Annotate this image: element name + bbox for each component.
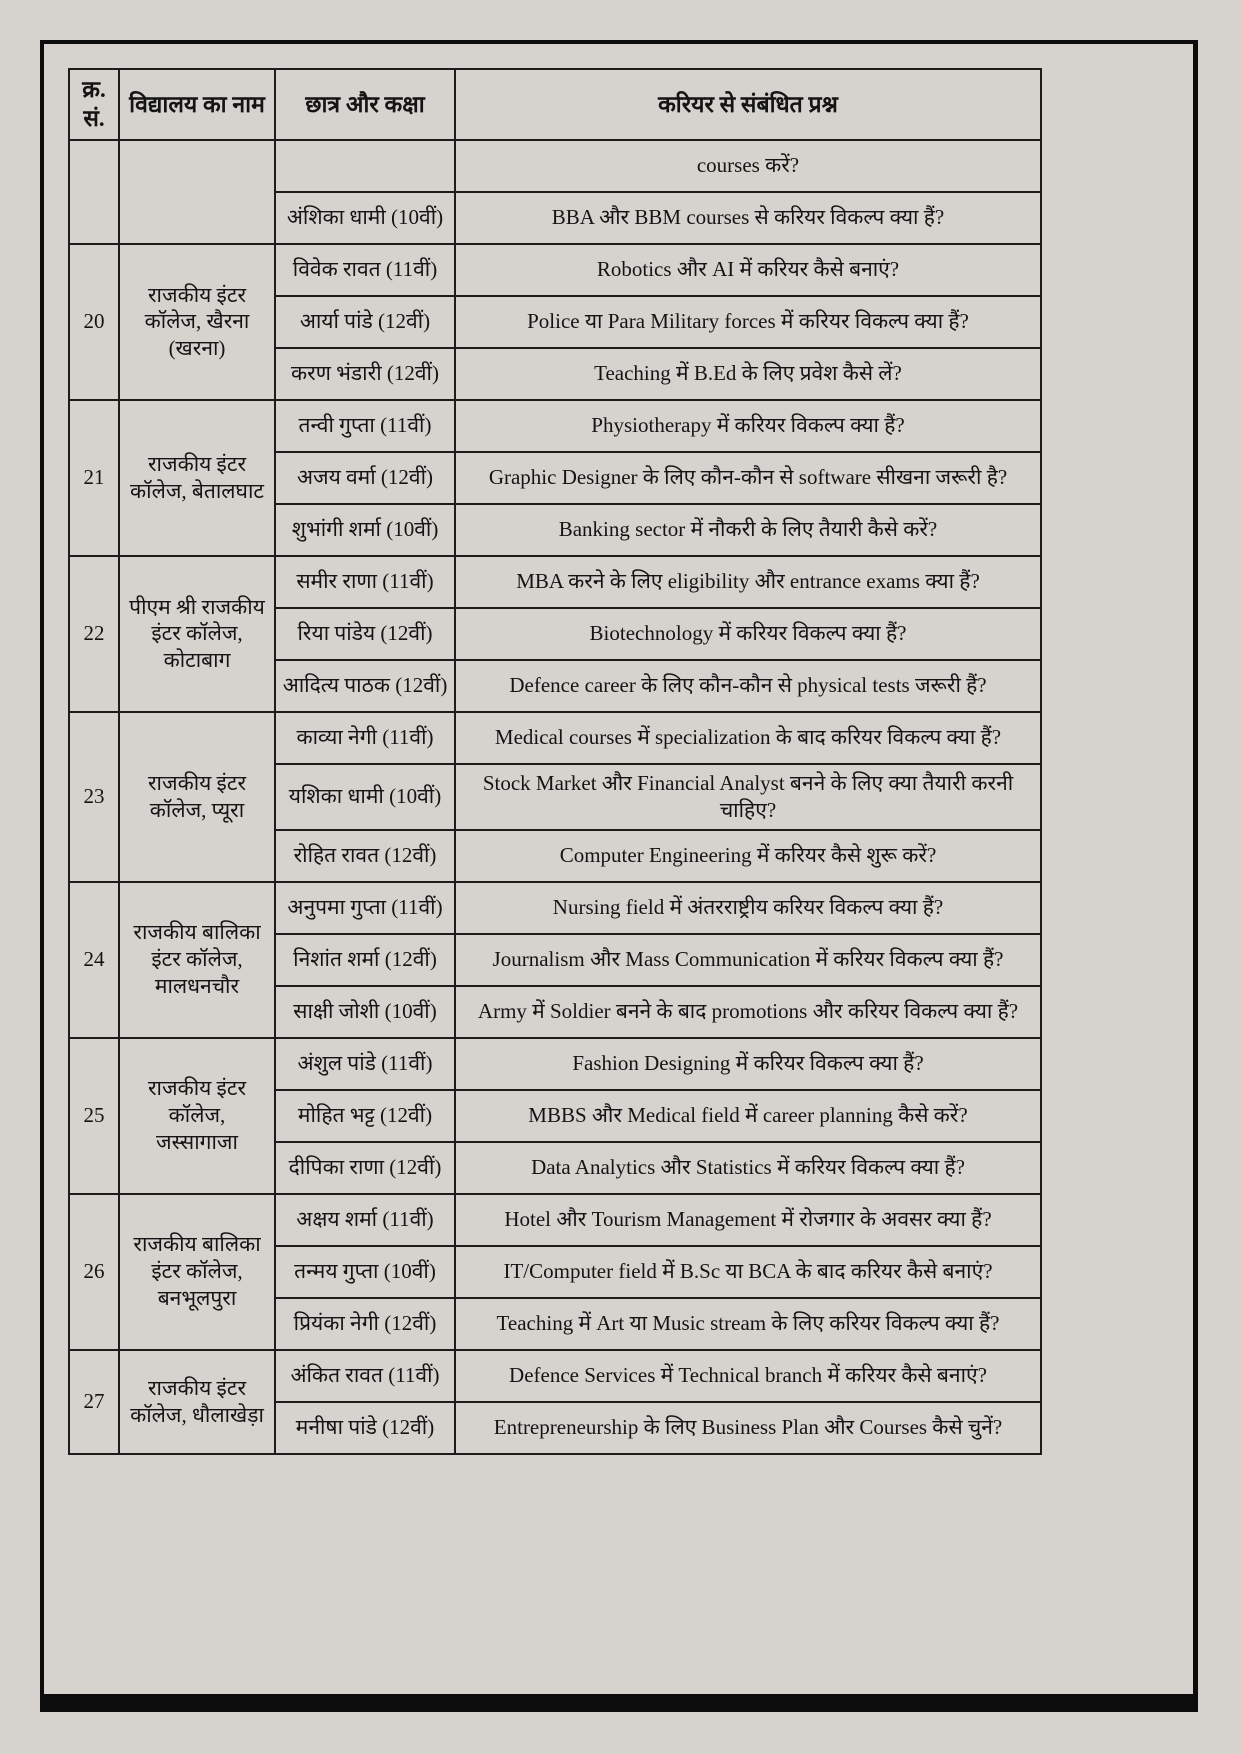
column-header-question: करियर से संबंधित प्रश्न — [455, 69, 1041, 140]
question-cell: Computer Engineering में करियर कैसे शुरू करें? — [455, 830, 1041, 882]
school-cell: राजकीय इंटर कॉलेज, बेतालघाट — [119, 400, 275, 556]
question-cell: Hotel और Tourism Management में रोजगार के अवसर क्या हैं? — [455, 1194, 1041, 1246]
school-cell: राजकीय इंटर कॉलेज, खैरना (खरना) — [119, 244, 275, 400]
student-cell: यशिका धामी (10वीं) — [275, 764, 455, 830]
student-cell: मोहित भट्ट (12वीं) — [275, 1090, 455, 1142]
student-cell: काव्या नेगी (11वीं) — [275, 712, 455, 764]
school-cell: राजकीय इंटर कॉलेज, धौलाखेड़ा — [119, 1350, 275, 1454]
question-cell: Nursing field में अंतरराष्ट्रीय करियर विकल्प क्या हैं? — [455, 882, 1041, 934]
student-cell: शुभांगी शर्मा (10वीं) — [275, 504, 455, 556]
career-questions-table — [68, 68, 1042, 1455]
table-header — [69, 69, 1041, 140]
serial-cell: 26 — [69, 1194, 119, 1350]
serial-cell — [69, 140, 119, 244]
question-cell: Medical courses में specialization के बाद करियर विकल्प क्या हैं? — [455, 712, 1041, 764]
student-cell: समीर राणा (11वीं) — [275, 556, 455, 608]
question-cell: Banking sector में नौकरी के लिए तैयारी कैसे करें? — [455, 504, 1041, 556]
table-row — [69, 712, 1041, 764]
student-cell: विवेक रावत (11वीं) — [275, 244, 455, 296]
question-cell: courses करें? — [455, 140, 1041, 192]
student-cell: अंशिका धामी (10वीं) — [275, 192, 455, 244]
student-cell: तन्मय गुप्ता (10वीं) — [275, 1246, 455, 1298]
header-row — [69, 69, 1041, 140]
question-cell: IT/Computer field में B.Sc या BCA के बाद करियर कैसे बनाएं? — [455, 1246, 1041, 1298]
student-cell: रोहित रावत (12वीं) — [275, 830, 455, 882]
question-cell: Defence Services में Technical branch में करियर कैसे बनाएं? — [455, 1350, 1041, 1402]
student-cell — [275, 140, 455, 192]
question-cell: Fashion Designing में करियर विकल्प क्या हैं? — [455, 1038, 1041, 1090]
student-cell: करण भंडारी (12वीं) — [275, 348, 455, 400]
question-cell: Journalism और Mass Communication में करियर विकल्प क्या हैं? — [455, 934, 1041, 986]
student-cell: अनुपमा गुप्ता (11वीं) — [275, 882, 455, 934]
school-cell: राजकीय इंटर कॉलेज, जस्सागाजा — [119, 1038, 275, 1194]
school-cell — [119, 140, 275, 244]
column-header-serial: क्र.सं. — [69, 69, 119, 140]
student-cell: आर्या पांडे (12वीं) — [275, 296, 455, 348]
question-cell: Graphic Designer के लिए कौन-कौन से software सीखना जरूरी है? — [455, 452, 1041, 504]
student-cell: साक्षी जोशी (10वीं) — [275, 986, 455, 1038]
student-cell: अजय वर्मा (12वीं) — [275, 452, 455, 504]
question-cell: Robotics और AI में करियर कैसे बनाएं? — [455, 244, 1041, 296]
question-cell: BBA और BBM courses से करियर विकल्प क्या हैं? — [455, 192, 1041, 244]
serial-cell: 22 — [69, 556, 119, 712]
student-cell: तन्वी गुप्ता (11वीं) — [275, 400, 455, 452]
question-cell: MBBS और Medical field में career planning कैसे करें? — [455, 1090, 1041, 1142]
student-cell: प्रियंका नेगी (12वीं) — [275, 1298, 455, 1350]
column-header-school: विद्यालय का नाम — [119, 69, 275, 140]
student-cell: दीपिका राणा (12वीं) — [275, 1142, 455, 1194]
school-cell: राजकीय इंटर कॉलेज, प्यूरा — [119, 712, 275, 882]
question-cell: MBA करने के लिए eligibility और entrance exams क्या हैं? — [455, 556, 1041, 608]
serial-cell: 23 — [69, 712, 119, 882]
student-cell: अंकित रावत (11वीं) — [275, 1350, 455, 1402]
table-row — [69, 244, 1041, 296]
school-cell: पीएम श्री राजकीय इंटर कॉलेज, कोटाबाग — [119, 556, 275, 712]
column-header-student: छात्र और कक्षा — [275, 69, 455, 140]
table-row — [69, 556, 1041, 608]
student-cell: निशांत शर्मा (12वीं) — [275, 934, 455, 986]
table-body — [69, 140, 1041, 1454]
serial-cell: 21 — [69, 400, 119, 556]
question-cell: Physiotherapy में करियर विकल्प क्या हैं? — [455, 400, 1041, 452]
table-row — [69, 140, 1041, 192]
student-cell: मनीषा पांडे (12वीं) — [275, 1402, 455, 1454]
question-cell: Defence career के लिए कौन-कौन से physical tests जरूरी हैं? — [455, 660, 1041, 712]
question-cell: Teaching में B.Ed के लिए प्रवेश कैसे लें? — [455, 348, 1041, 400]
serial-cell: 27 — [69, 1350, 119, 1454]
student-cell: रिया पांडेय (12वीं) — [275, 608, 455, 660]
table-row — [69, 1038, 1041, 1090]
table-row — [69, 1194, 1041, 1246]
question-cell: Army में Soldier बनने के बाद promotions और करियर विकल्प क्या हैं? — [455, 986, 1041, 1038]
question-cell: Police या Para Military forces में करियर विकल्प क्या हैं? — [455, 296, 1041, 348]
question-cell: Biotechnology में करियर विकल्प क्या हैं? — [455, 608, 1041, 660]
question-cell: Teaching में Art या Music stream के लिए करियर विकल्प क्या हैं? — [455, 1298, 1041, 1350]
table-row — [69, 400, 1041, 452]
question-cell: Stock Market और Financial Analyst बनने के लिए क्या तैयारी करनी चाहिए? — [455, 764, 1041, 830]
school-cell: राजकीय बालिका इंटर कॉलेज, मालधनचौर — [119, 882, 275, 1038]
table-row — [69, 882, 1041, 934]
question-cell: Data Analytics और Statistics में करियर विकल्प क्या हैं? — [455, 1142, 1041, 1194]
student-cell: आदित्य पाठक (12वीं) — [275, 660, 455, 712]
question-cell: Entrepreneurship के लिए Business Plan और Courses कैसे चुनें? — [455, 1402, 1041, 1454]
serial-cell: 24 — [69, 882, 119, 1038]
student-cell: अंशुल पांडे (11वीं) — [275, 1038, 455, 1090]
school-cell: राजकीय बालिका इंटर कॉलेज, बनभूलपुरा — [119, 1194, 275, 1350]
table-row — [69, 1350, 1041, 1402]
serial-cell: 20 — [69, 244, 119, 400]
serial-cell: 25 — [69, 1038, 119, 1194]
student-cell: अक्षय शर्मा (11वीं) — [275, 1194, 455, 1246]
